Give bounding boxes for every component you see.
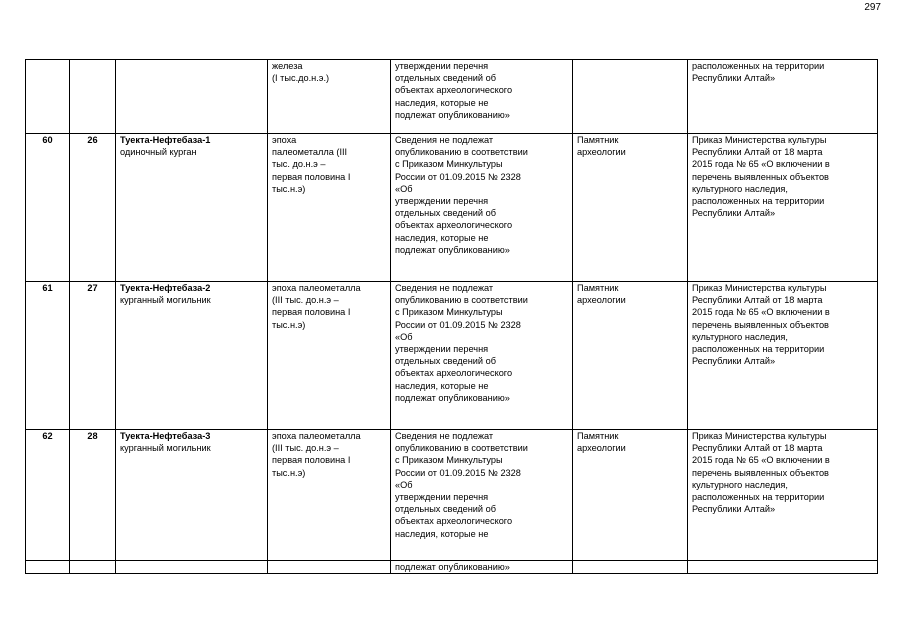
cell-category: Памятник археологии [573, 134, 688, 282]
cell-object [116, 430, 268, 561]
cell-period: эпоха палеометалла (III тыс. до.н.э – первая половина I тыс.н.э) [268, 134, 391, 282]
cell-order: Приказ Министерства культуры Республики Алтай от 18 марта 2015 года № 65 «О включении в перечень выявленных объектов культурного наследия, расположенных на территории Республики Алтай» [688, 430, 878, 561]
object-name: Туекта-Нефтебаза-1 [120, 135, 211, 145]
cell-info: Сведения не подлежат опубликованию в соответствии с Приказом Минкультуры России от 01.09.2015 № 2328 «Об утверждении перечня отдельных сведений об объектах археологического наследия, которые не [391, 430, 573, 561]
cell-no: 60 [26, 134, 70, 282]
cell-period: эпоха палеометалла (III тыс. до.н.э – первая половина I тыс.н.э) [268, 282, 391, 430]
cell-order: Приказ Министерства культуры Республики Алтай от 18 марта 2015 года № 65 «О включении в перечень выявленных объектов культурного наследия, расположенных на территории Республики Алтай» [688, 134, 878, 282]
object-type: курганный могильник [120, 443, 211, 454]
page-number: 297 [864, 2, 881, 13]
cell-object [116, 561, 268, 574]
cell-no [26, 60, 70, 134]
cell-no: 61 [26, 282, 70, 430]
cell-no: 62 [26, 430, 70, 561]
cell-sub-no: 28 [70, 430, 116, 561]
cell-order: расположенных на территории Республики Алтай» [688, 60, 878, 134]
cell-object [116, 282, 268, 430]
cell-category: Памятник археологии [573, 282, 688, 430]
cell-info: Сведения не подлежат опубликованию в соответствии с Приказом Минкультуры России от 01.09.2015 № 2328 «Об утверждении перечня отдельных сведений об объектах археологического наследия, которые не подлежат опубликованию» [391, 134, 573, 282]
cell-order [688, 561, 878, 574]
table-row [26, 430, 878, 561]
object-name: Туекта-Нефтебаза-3 [120, 431, 211, 441]
cell-info: подлежат опубликованию» [391, 561, 573, 574]
cell-order: Приказ Министерства культуры Республики Алтай от 18 марта 2015 года № 65 «О включении в перечень выявленных объектов культурного наследия, расположенных на территории Республики Алтай» [688, 282, 878, 430]
object-type: одиночный курган [120, 147, 197, 158]
table-row-continued [26, 60, 878, 134]
cell-sub-no: 26 [70, 134, 116, 282]
cell-period: эпоха палеометалла (III тыс. до.н.э – первая половина I тыс.н.э) [268, 430, 391, 561]
table-row [26, 282, 878, 430]
cell-sub-no [70, 60, 116, 134]
cell-no [26, 561, 70, 574]
cell-object [116, 60, 268, 134]
cell-sub-no [70, 561, 116, 574]
cell-category [573, 60, 688, 134]
cell-object [116, 134, 268, 282]
cell-category: Памятник археологии [573, 430, 688, 561]
cell-sub-no: 27 [70, 282, 116, 430]
cell-category [573, 561, 688, 574]
object-type: курганный могильник [120, 295, 211, 306]
cell-info: Сведения не подлежат опубликованию в соответствии с Приказом Минкультуры России от 01.09.2015 № 2328 «Об утверждении перечня отдельных сведений об объектах археологического наследия, которые не подлежат опубликованию» [391, 282, 573, 430]
cell-period [268, 561, 391, 574]
cell-info: утверждении перечня отдельных сведений об объектах археологического наследия, которые не подлежат опубликованию» [391, 60, 573, 134]
table-row-continuation [26, 561, 878, 574]
cell-period: железа (I тыс.до.н.э.) [268, 60, 391, 134]
table-row [26, 134, 878, 282]
object-name: Туекта-Нефтебаза-2 [120, 283, 211, 293]
heritage-registry-table [25, 59, 878, 574]
